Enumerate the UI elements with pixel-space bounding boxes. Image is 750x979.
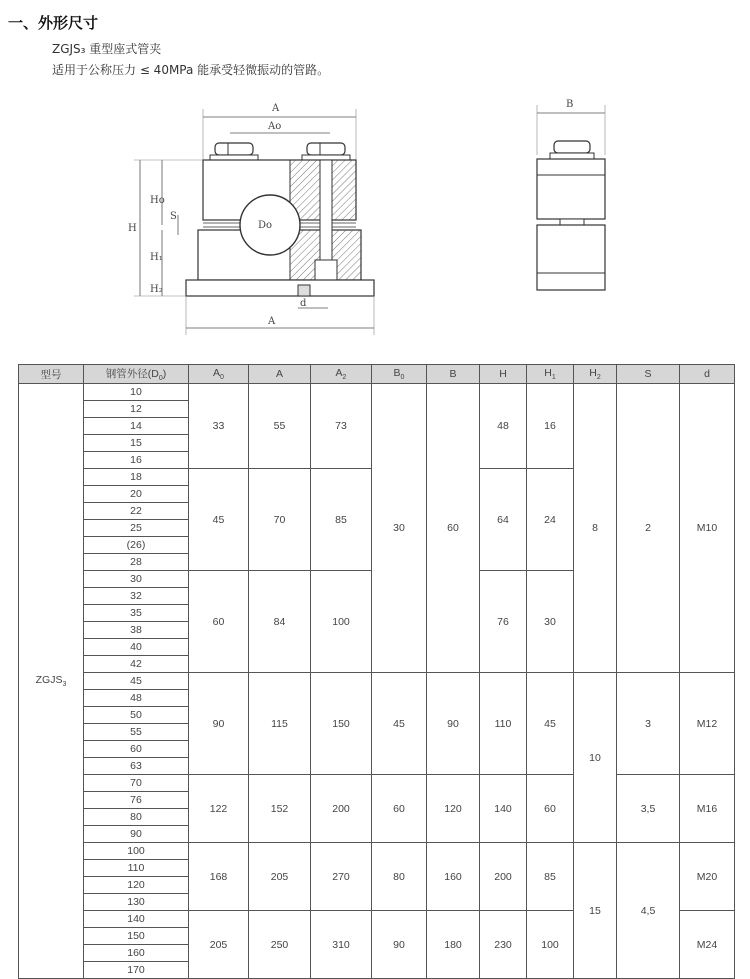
H-cell: 48 <box>480 384 527 469</box>
dim-H-label: H <box>128 223 137 234</box>
S-cell: 3 <box>617 673 680 775</box>
A-cell: 115 <box>249 673 311 775</box>
B0-cell: 30 <box>372 384 427 673</box>
od-cell: 38 <box>84 622 189 639</box>
header-B: B <box>427 365 480 384</box>
H-cell: 140 <box>480 775 527 843</box>
od-cell: 160 <box>84 945 189 962</box>
od-cell: 18 <box>84 469 189 486</box>
header-H2: $H_2$ <box>574 365 617 384</box>
od-cell: 60 <box>84 741 189 758</box>
header-B0: $B_0$ <box>372 365 427 384</box>
header-S: S <box>617 365 680 384</box>
table-row <box>19 384 735 401</box>
A-cell: 55 <box>249 384 311 469</box>
od-cell: (26) <box>84 537 189 554</box>
dim-H2-label: H₂ <box>150 284 163 295</box>
od-cell: 100 <box>84 843 189 860</box>
H2-cell: 8 <box>574 384 617 673</box>
A0-cell: 122 <box>189 775 249 843</box>
B-cell: 160 <box>427 843 480 911</box>
A0-cell: 168 <box>189 843 249 911</box>
H-cell: 230 <box>480 911 527 979</box>
H1-cell: 85 <box>527 843 574 911</box>
header-A: A <box>249 365 311 384</box>
front-view-drawing <box>120 95 390 340</box>
spec-table <box>18 364 735 979</box>
A2-cell: 150 <box>311 673 372 775</box>
dim-H1-label: H₁ <box>150 252 163 263</box>
od-cell: 30 <box>84 571 189 588</box>
dim-H0-label: Ho <box>150 195 165 206</box>
table-row <box>19 843 735 860</box>
dim-A-bottom-label: A <box>268 316 276 327</box>
dim-B-label: B <box>566 99 574 110</box>
od-cell: 120 <box>84 877 189 894</box>
side-view-drawing <box>530 95 620 295</box>
A2-cell: 270 <box>311 843 372 911</box>
B-cell: 120 <box>427 775 480 843</box>
B0-cell: 60 <box>372 775 427 843</box>
A2-cell: 73 <box>311 384 372 469</box>
H-cell: 110 <box>480 673 527 775</box>
H-cell: 76 <box>480 571 527 673</box>
dim-A-top-label: A <box>272 103 280 114</box>
A-cell: 84 <box>249 571 311 673</box>
H1-cell: 16 <box>527 384 574 469</box>
header-H: H <box>480 365 527 384</box>
od-cell: 50 <box>84 707 189 724</box>
B0-cell: 80 <box>372 843 427 911</box>
B0-cell: 45 <box>372 673 427 775</box>
od-cell: 170 <box>84 962 189 979</box>
H1-cell: 60 <box>527 775 574 843</box>
H-cell: 200 <box>480 843 527 911</box>
H1-cell: 100 <box>527 911 574 979</box>
H1-cell: 30 <box>527 571 574 673</box>
d-cell: M10 <box>680 384 735 673</box>
od-cell: 35 <box>84 605 189 622</box>
table-row <box>19 775 735 792</box>
header-A2: $A_2$ <box>311 365 372 384</box>
od-cell: 10 <box>84 384 189 401</box>
B-cell: 60 <box>427 384 480 673</box>
dim-A0-label: Ao <box>268 121 282 132</box>
od-cell: 16 <box>84 452 189 469</box>
header-A0: $A_0$ <box>189 365 249 384</box>
od-cell: 12 <box>84 401 189 418</box>
od-cell: 22 <box>84 503 189 520</box>
od-cell: 70 <box>84 775 189 792</box>
product-subtitle: ZGJS₃ 重型座式管夹 <box>52 42 162 56</box>
A0-cell: 45 <box>189 469 249 571</box>
od-cell: 42 <box>84 656 189 673</box>
H1-cell: 45 <box>527 673 574 775</box>
od-cell: 55 <box>84 724 189 741</box>
header-d: d <box>680 365 735 384</box>
A0-cell: 90 <box>189 673 249 775</box>
d-cell: M12 <box>680 673 735 775</box>
B-cell: 90 <box>427 673 480 775</box>
H2-cell: 15 <box>574 843 617 979</box>
A2-cell: 200 <box>311 775 372 843</box>
H1-cell: 24 <box>527 469 574 571</box>
od-cell: 76 <box>84 792 189 809</box>
A0-cell: 205 <box>189 911 249 979</box>
table-row <box>19 673 735 690</box>
od-cell: 20 <box>84 486 189 503</box>
A0-cell: 33 <box>189 384 249 469</box>
A-cell: 152 <box>249 775 311 843</box>
model-cell: $ZGJS_3$ <box>19 384 84 979</box>
od-cell: 48 <box>84 690 189 707</box>
H-cell: 64 <box>480 469 527 571</box>
A-cell: 70 <box>249 469 311 571</box>
S-cell: 4,5 <box>617 843 680 979</box>
od-cell: 63 <box>84 758 189 775</box>
table-header-row <box>19 365 735 384</box>
od-cell: 14 <box>84 418 189 435</box>
header-model: 型号 <box>19 365 84 384</box>
dim-d-label: d <box>300 298 307 309</box>
A2-cell: 85 <box>311 469 372 571</box>
d-cell: M16 <box>680 775 735 843</box>
H2-cell: 10 <box>574 673 617 843</box>
S-cell: 3,5 <box>617 775 680 843</box>
B-cell: 180 <box>427 911 480 979</box>
header-H1: $H_1$ <box>527 365 574 384</box>
od-cell: 40 <box>84 639 189 656</box>
A-cell: 205 <box>249 843 311 911</box>
d-cell: M24 <box>680 911 735 979</box>
od-cell: 25 <box>84 520 189 537</box>
dim-D0-label: Do <box>258 220 273 231</box>
od-cell: 90 <box>84 826 189 843</box>
A0-cell: 60 <box>189 571 249 673</box>
section-heading: 一、外形尺寸 <box>8 14 99 32</box>
od-cell: 32 <box>84 588 189 605</box>
od-cell: 28 <box>84 554 189 571</box>
od-cell: 80 <box>84 809 189 826</box>
od-cell: 130 <box>84 894 189 911</box>
od-cell: 110 <box>84 860 189 877</box>
od-cell: 45 <box>84 673 189 690</box>
d-cell: M20 <box>680 843 735 911</box>
S-cell: 2 <box>617 384 680 673</box>
dim-S-label: S <box>170 211 177 222</box>
od-cell: 150 <box>84 928 189 945</box>
A2-cell: 100 <box>311 571 372 673</box>
product-description: 适用于公称压力 ≤ 40MPa 能承受轻微振动的管路。 <box>52 63 330 77</box>
od-cell: 15 <box>84 435 189 452</box>
B0-cell: 90 <box>372 911 427 979</box>
A-cell: 250 <box>249 911 311 979</box>
A2-cell: 310 <box>311 911 372 979</box>
od-cell: 140 <box>84 911 189 928</box>
header-pipe-od: 钢管外径$(D_0)$ <box>84 365 189 384</box>
